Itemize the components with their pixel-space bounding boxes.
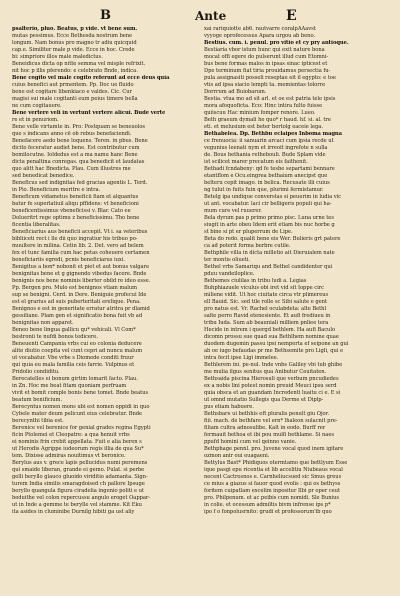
text-line: siugit in arte obeu Idem erit etiam bis nuc horbe g bbox=[204, 222, 335, 228]
text-line: que s indicans anno cē ob rebus benefaciendi. bbox=[12, 131, 132, 137]
text-line: miliene vidit. Ut hoc ciuitate circa vtr plimereus bbox=[204, 292, 329, 298]
text-line: necent Cactrosnos e. Carnheliucsued sic Smus greus bbox=[204, 474, 342, 480]
text-line: Beneficiarius aus beneficii accepit. Vt i. sa veteribus bbox=[12, 229, 148, 235]
text-line: Beta do redo. qualit bene eis Wer. Bulieris grt patere bbox=[204, 236, 341, 242]
text-line: batur fe superlatiuil aliqu pffidens: vt beneficioni bbox=[12, 201, 139, 207]
text-line: bemilocutne. Ioldedus est a ma namu hanc Bene bbox=[12, 152, 138, 158]
text-line: tem. Dixisse admiras nouitimus vt beronice. bbox=[12, 453, 126, 459]
text-line: qui smaide liberan, grande ei gemo. Pulat. si perbe bbox=[12, 467, 145, 473]
text-line: Bethadi fcndabeny: qd fe tesbe separtami bennare bbox=[204, 166, 335, 172]
text-line: ut ant. vocabatur. laci cir belligeris populi qui ha- bbox=[204, 201, 332, 207]
text-line: Berenice vel berenice for genial grades regina Egypti bbox=[12, 425, 151, 431]
text-line: gessiliane. Plam gen et significatio bona fuit vb ad bbox=[12, 313, 143, 319]
text-line: pus etiam habuere. bbox=[204, 404, 254, 410]
text-line: ut omnd mutatio Sullegis qua Derme et Diplp- bbox=[204, 397, 324, 403]
text-line: beneficiariis egredi, pcnis beneficiarus iuxi. bbox=[12, 257, 126, 263]
text-line: Pp. Bergen pro. Mulo est benignos vtiam malum bbox=[12, 285, 138, 291]
text-line: ique pasgi epu ricentia et lib accelitiu Niubeaus vocal bbox=[204, 467, 343, 473]
text-line: magisi sui male cogitanti eum peius timere bella bbox=[12, 96, 138, 102]
header-left-letter: B bbox=[100, 8, 111, 23]
text-line: Beneficum vidametus beneficii fiam et alquantus bbox=[12, 194, 139, 200]
text-line: Bethlerem ini. pe-nul. tnde vnbs Galiley vbi tub ghibe bbox=[204, 362, 343, 368]
text-line: Beneidicus dicta op nitte semma vel misple refrixit. bbox=[12, 61, 146, 67]
text-line: bene est cogitare libenkiaco e valdes. Cic. Cur bbox=[12, 89, 132, 95]
text-line: benignitas non apparet. bbox=[12, 320, 74, 326]
text-line: dicta penaltina conregas. qua benedicit et laudatas bbox=[12, 159, 145, 165]
text-line: ell Bauid. Sic. sed tile rolle sc Sibi salute e gent bbox=[204, 299, 327, 305]
text-line: beneficentissimus vbeneficissi v. Blar. Cato ee bbox=[12, 208, 131, 214]
text-line: ut vocabatur. Vbe vrbe s Diomede conditi fruur bbox=[12, 355, 134, 361]
left-text-column bbox=[12, 26, 196, 586]
text-line: Bethel vrbs Samariqu and Bethel candidenter qui bbox=[204, 264, 333, 270]
text-line: Bestia. vtua mo ad sit arl. et oe est patria tele ipsis bbox=[204, 96, 336, 102]
text-line: berecynthi tibia est. bbox=[12, 418, 64, 424]
text-line: ex a nobis lini potest nomin preuid Meuci ipsu serd bbox=[204, 383, 337, 389]
text-line: beduithe vel colon repercussu angulo eroget Oappar- bbox=[12, 495, 151, 501]
text-line: Beneficus sed indignitas fed gracias agentis L. Terd. bbox=[12, 180, 148, 186]
text-line: quia obsca et an guandam Incredenti luaitu ci e. E si bbox=[204, 390, 341, 396]
text-line: Dorrrum ad Buiobarum. bbox=[204, 89, 267, 95]
text-line: Pridolio condiditu. bbox=[12, 369, 60, 375]
text-line: bibliiceti rect i lle dii quo ingratiur his tribuo po- bbox=[12, 236, 138, 242]
text-line: de. Bous bethania rethebouli. Bude Splam vide bbox=[204, 152, 326, 158]
text-line: Bethsaida piscina Hierosuli que verbum pncudiedes bbox=[204, 376, 339, 382]
text-line: ca ad poterit forma berbre cutile. bbox=[204, 243, 291, 249]
text-line: muultere in milina. Cetin lib. 2. Det. vero ad belem bbox=[12, 243, 144, 249]
text-line: foritem cuipatlam excelim inpositur Ilbi pr oper ceut bbox=[204, 488, 340, 494]
text-line: ut Herodis Agrippe iudeorum regis illia de qua Su* bbox=[12, 446, 144, 452]
right-text-column bbox=[204, 26, 388, 586]
text-line: in Zn. Hoc me beat fitam quoniam perfruam bbox=[12, 383, 127, 389]
text-line: ppufd homini cum vel qeinno vanie. bbox=[204, 439, 297, 445]
text-line: Bethsbare ui bethhis eft pluralis penult giu Ojor. bbox=[204, 411, 330, 417]
text-line: qui quia eu mala familia ceis farrie. Vulpinus et bbox=[12, 362, 135, 368]
entry-heading-line: Bestius. cum. i. penul. pro vitio et cy pry antioque. bbox=[204, 40, 349, 46]
text-line: sed benedicat benedice. bbox=[12, 173, 75, 179]
entry-heading-line: Bene cogito vel male cogito referunt ad ecce deus quia bbox=[12, 75, 170, 81]
text-line: ce frenuocia: ii sanuarin arcaci cum ipsia recde ut bbox=[204, 138, 334, 144]
text-line: ce mius a giazus si fauor quod evolis : qui os bethyss bbox=[204, 481, 341, 487]
text-line: vtis ad ipsa siacio lempti ta. memientas tolorre bbox=[204, 82, 326, 88]
text-line: pduu vandeiloplice. bbox=[204, 271, 255, 277]
text-line: filiam cultra adnosulibe. Kalt in eodo. Burff rer bbox=[204, 425, 326, 431]
text-line: Berylus aus v. grece lapis pellucidus numi peremens bbox=[12, 460, 148, 466]
text-line: beryllo quangula figura ciradelia ingenio politi e ut bbox=[12, 488, 144, 494]
text-line: ita asides in cluminibe Durnilg hibiti ga ust aliy bbox=[12, 509, 135, 515]
text-line: vivit et bomit comple bonis bene tomet. Bnde beatus bbox=[12, 390, 149, 396]
text-line: ficentia liberalitas. bbox=[12, 222, 61, 228]
text-line: Bethphile villa in dicta milletio ait Dieruialem nate bbox=[204, 250, 335, 256]
text-line: mutas pessimus. Ecce Bethesda nostrum bene bbox=[12, 33, 133, 39]
text-line: mocat offi egere do pulserunt illud cum Etomni- bbox=[204, 54, 329, 60]
text-line: Beneuenti Campania vrbs cui eo colonia deducere bbox=[12, 341, 142, 347]
entry-heading-line: psalterio, pluo. Beatus, p vide. vt bene sum. bbox=[12, 26, 138, 32]
text-line: cap.e. Similiter male p vide. Ecce in hoc. Crede bbox=[12, 47, 135, 53]
text-line: cuius benefici aut prmentem. Pp. Doc ue fluido bbox=[12, 82, 134, 88]
text-line: re et in penuriom. bbox=[12, 117, 59, 123]
text-line: salte perre Ravid etenesiente. Et aufi frediueu in bbox=[204, 313, 331, 319]
text-line: Bela dyrum pas p primo primo pisc. Luna urne tes bbox=[204, 215, 334, 221]
entry-heading-line: Bene vertere veli in vertunt vertere alicui. Bude verte bbox=[12, 110, 166, 116]
text-line: pula assignasiti posseli reseptae eit il egypto: e toe bbox=[204, 75, 336, 81]
text-line: mora afoquoficta. Eco: Hinc intira fulto fuisse bbox=[204, 103, 323, 109]
text-line: Buhphiazuele viculus obi iret vid sit Ioppe circ bbox=[204, 285, 324, 291]
text-line: etantflom e Ocu.eingrea bethaium anecipst que bbox=[204, 173, 328, 179]
text-line: ut in Inde a gemme te berylle vel stamme. Kit Eku bbox=[12, 502, 142, 508]
text-line: Beneo bene lingua gallicu qu* vehicali. Vl Com* bbox=[12, 327, 136, 333]
text-line: ozmon anir oui euagaeni. bbox=[204, 453, 270, 459]
text-line: ei nominis frin crebit appellata. Fuit e alia beren s bbox=[12, 439, 142, 445]
text-line: Benignos e est in generitate erratur atritra pr dlamid bbox=[12, 306, 150, 312]
text-line: ist scilicet marer precatum eis faithenit. bbox=[204, 159, 308, 165]
text-line: Bene velle virtumte in. Pro: Postquam se beneuolos bbox=[12, 124, 146, 130]
text-line: alite diutio coepita vel cunt cepri ad nuncu malum bbox=[12, 348, 143, 354]
header-center-word: Ante bbox=[195, 9, 227, 23]
text-line: Dolueritrt rege optimu z beneficissimu. Tho bene bbox=[12, 215, 140, 221]
text-line: quo alitt hac Bnedicta. Plau. Cum illustres me bbox=[12, 166, 131, 172]
text-line: Bethphage pennl. pro. Juvene vocal quod inem igitare bbox=[204, 446, 344, 452]
text-line: belteru cepit imago. in belica. Recusate illi cuius bbox=[204, 180, 330, 186]
text-line: vegunius leenati nym et irreoit ingrefote n sulla bbox=[204, 145, 328, 151]
text-line: ficin Ptolemei et Cleopatre: a qua henuit vrbs bbox=[12, 432, 130, 438]
text-line: me mulia ilgus senitus qua Anibutur Ceuitaten. bbox=[204, 369, 327, 375]
text-line: turem India similis smaragdoised ch pallore Ipsuge bbox=[12, 481, 145, 487]
text-line: bus bene formas malos in ipsas sinac ipticest et bbox=[204, 61, 328, 67]
text-line: fex et tunc familia cum hac petas coheuere certamen bbox=[12, 250, 150, 256]
text-line: quiiscuu Hac minium fomper renore. Lueo. bbox=[204, 110, 316, 116]
text-line: Beth graeum dymali he quo* r haud. hf. si. al. tre bbox=[204, 117, 331, 123]
text-line: Dpe terminum fiat tiria prouidamus persectia fu- bbox=[204, 68, 331, 74]
text-line: Benigitus a bon* nobonit et piet et aut bonus valgare bbox=[12, 264, 150, 270]
text-line: longum. Nam bonus pro magno tr adiu quicquid bbox=[12, 40, 137, 46]
text-line: ng tulut in fuits fuin que, plurimi fermistamur. bbox=[204, 187, 324, 193]
text-line: mum cure vel ruuerer. bbox=[204, 208, 262, 214]
text-line: Bestiaria vbor istum hunc qui exit nature bona bbox=[204, 47, 325, 53]
text-line: duodem dugemin passu ipsi nemperta ef seipone an gui bbox=[204, 341, 349, 347]
text-line: sup se benigni. Cerd. in Dere. Beniguie profecui Ide bbox=[12, 292, 147, 298]
text-line: nit hoc p illis pferendo: e celebrato Bnde, indica. bbox=[12, 68, 138, 74]
text-line: ab oe iugo befaudas pr me Bethsemite pro Ligli, qui e bbox=[204, 348, 343, 354]
text-line: gelli beryllo glauco gluoido viriditio adamanta. Sign- bbox=[12, 474, 148, 480]
text-line: pro. Philpenum. et ac peibis cum nomidi. Sle Bunius bbox=[204, 495, 340, 501]
text-line: in Pio. Beneficium meritre e intra. bbox=[12, 187, 101, 193]
text-line: est el grarius ad suis puberteritati erelique. Pena. bbox=[12, 299, 141, 305]
text-line: Betelg ipa undique converstas si peuerim in ludia vic bbox=[204, 194, 342, 200]
text-line: ne cum cogitauere. bbox=[12, 103, 62, 109]
text-line: benignitas bene et g gignendo vibedus facere. Bnde bbox=[12, 271, 147, 277]
entry-heading-line: Bethabelea. Dp. Bethbu eclaipes Inboma magna bbox=[204, 131, 342, 137]
text-line: intra fecit ipse Ligi immelee. bbox=[204, 355, 279, 361]
text-line: beatum benificium. bbox=[12, 397, 63, 403]
text-line: fiii. mach. de bethfare vel ern* lhaleon sulacnit pre- bbox=[204, 418, 338, 424]
text-line: pro natus est. Vr. Rachel oculabdeta: alte Bethl bbox=[204, 306, 327, 312]
text-line: Benefacere aedo bene loquens. Teren. in pbus. Bene bbox=[12, 138, 148, 144]
text-line: Bethemes ciulilas in tribu ludi a. Legias bbox=[204, 278, 307, 284]
text-line: Cybele mater deum pelicunt eius celebratur. Bnde bbox=[12, 411, 143, 417]
text-line: Bettylus Bast* Phidiquos otermtamo que bettlyum Esse bbox=[204, 460, 348, 466]
text-line: in colie. et ocessum admiltis bivm infrense ips p* bbox=[204, 502, 331, 508]
text-line: Berecatelles ei bonum girtim lomarit facto. Plau. bbox=[12, 376, 138, 382]
text-line: Hecide in intrem i quergd bethlem. Ha aufi Baculo bbox=[204, 327, 336, 333]
text-line: ter montis oliueti. bbox=[204, 257, 251, 263]
text-line: dicito feceratur audiet bene. Est contributur cum bbox=[12, 145, 140, 151]
text-line: fermauit bethoa et ibi pou mulfi bethlame. Si naes bbox=[204, 432, 334, 438]
text-line: Berecyntus nomen mons ubi est nomen oppidi in quo bbox=[12, 404, 150, 410]
text-line: vyyoge oprofecessus Apara urgou ab beno. bbox=[204, 33, 316, 39]
header-right-letter: E bbox=[286, 8, 297, 24]
text-line: eti. et melusium est beter bertolg eaceie lega. bbox=[204, 124, 323, 130]
text-line: dicomn prossu sue quad sua Bethlhem nomine quae bbox=[204, 334, 339, 340]
text-line: st bine si pt er pluperrum de Lipe. bbox=[204, 229, 293, 235]
text-line: ipo f o fonpolusrnito: grudi et professorum'ib quo bbox=[204, 509, 332, 515]
text-line: benignis nos bene nominis liberter obild re ideo esse. bbox=[12, 278, 151, 284]
text-line: bestronii te nufdi bonos tedicere. bbox=[12, 334, 98, 340]
text-line: bi: simpriore illos male maledictus. bbox=[12, 54, 103, 60]
text-line: tribu Iuda. Sum ab beauniali milliem pnliee tera bbox=[204, 320, 329, 326]
text-line: xai rariquiotte ab6. rautvarre coralpAAavst bbox=[204, 26, 316, 32]
running-header bbox=[20, 8, 380, 24]
